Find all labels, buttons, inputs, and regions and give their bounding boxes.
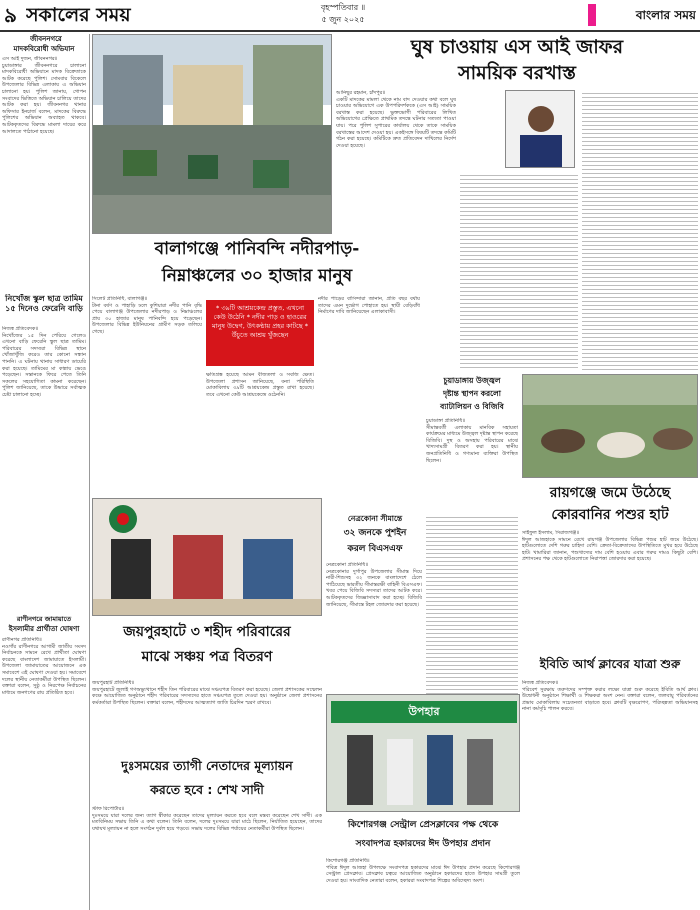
netrokona-body: নেত্রকোনা প্রতিনিধি॥ নেত্রকোনার দুর্গাপুর উপজেলার সীমান্ত দিয়ে নারী-শিশুসহ ৩২ জনকে বাংলাদেশে ঠেলে পাঠিয়েছে ভারতীয় সীমান্তরক্ষী বাহিনী বিএসএফ। খবর পেয়ে বিজিবি সদস্যরা তাদের আটক করে। আটককৃতদের জিজ্ঞাসাবাদ করা হচ্ছে। বিজিবি জানিয়েছে, সীমান্তে টহল জোরদার করা হয়েছে। xyxy=(326,562,422,608)
paper-name: সকালের সময় xyxy=(26,4,131,26)
ibiti-headline: ইবিতি আর্থ ক্লাবের যাত্রা শুরু xyxy=(539,657,681,671)
title-line: নেত্রকোনা সীমান্তে xyxy=(347,514,403,523)
headline-line: নিম্নাঞ্চলের ৩০ হাজার মানুষ xyxy=(161,266,353,286)
title-line: করল বিএসএফ xyxy=(347,544,403,554)
ibiti-body: নিজস্ব প্রতিবেদক॥ পরিবেশ সুরক্ষায় তরুণদের সম্পৃক্ত করার লক্ষ্যে যাত্রা শুরু করেছে ইবিতি আর্থ ক্লাব। উদ্বোধনী অনুষ্ঠানে শিক্ষার্থী ও শিক্ষকরা অংশ নেন। বক্তারা বলেন, জলবায়ু পরিবর্তনের প্রভাব মোকাবিলায় সচেতনতা বাড়াতে হবে। ক্লাবটি বৃক্ষরোপণ, পরিচ্ছন্নতা অভিযানসহ নানা কর্মসূচি পালন করবে। xyxy=(522,680,698,713)
date-full: ৫ জুন ২০২৫ xyxy=(321,15,365,24)
masthead xyxy=(0,0,700,30)
cattle-headline xyxy=(522,482,698,528)
issue-date xyxy=(268,2,418,28)
chuadanga-body: চুয়াডাঙ্গা প্রতিনিধি॥ সীমান্তবর্তী এলাকায় মানবিক সহায়তা কার্যক্রমের মাধ্যমে উজ্জ্বল দৃষ্টান্ত স্থাপন করেছে বিজিবি। দুস্থ ও অসহায় পরিবারের মাঝে খাদ্যসামগ্রী বিতরণ করা হয়। স্থানীয় জনপ্রতিনিধি ও গণ্যমান্য ব্যক্তিরা উপস্থিত ছিলেন। xyxy=(426,418,518,464)
title-line: ব্যাটালিয়ন ও বিজিবি xyxy=(440,402,504,411)
flood-headline xyxy=(92,236,422,290)
story-body: এস আই দুজন, জীবননগর॥ চুয়াডাঙ্গার জীবননগরে চালানো মাদকবিরোধী অভিযানে মাদক বিক্রেতাকে আটক করেছে পুলিশ। সোমবার বিকেলে উপজেলার বিভিন্ন এলাকায় এ অভিযান চালানো হয়। পুলিশ জানায়, গোপন সংবাদের ভিত্তিতে অভিযান চালিয়ে তাদের আটক করা হয়। জীবননগর থানার অফিসার ইনচার্জ বলেন, মাদকের বিরুদ্ধে পুলিশের অভিযান অব্যাহত থাকবে। আটককৃতদের বিরুদ্ধে মামলা দায়ের করে আদালতে পাঠানো হয়েছে। xyxy=(2,56,86,135)
headline-line: সাময়িক বরখাস্ত xyxy=(458,62,576,84)
kishoreganj-photo xyxy=(326,694,520,812)
section-name: বাংলার সময় xyxy=(635,8,696,22)
story-title: মাদকবিরোধী অভিযান xyxy=(13,45,75,53)
bribe-body-col3 xyxy=(582,90,698,370)
story-kicker: রাণীনগরে জামায়াতে xyxy=(16,615,72,623)
chuadanga-title xyxy=(426,374,518,414)
flood-photo xyxy=(92,34,332,234)
page-number: ৯ xyxy=(4,3,17,27)
story-body: রাণীনগর প্রতিনিধি॥ নওগাঁর রাণীনগরে আগামী জাতীয় সংসদ নির্বাচনকে সামনে রেখে প্রার্থীতা ঘোষণা করেছে বাংলাদেশ জামায়াতে ইসলামী। উপজেলা জামায়াতের আয়োজনে এক সমাবেশে এই ঘোষণা দেওয়া হয়। সমাবেশে দলের স্থানীয় নেতাকর্মীরা উপস্থিত ছিলেন। বক্তারা বলেন, সুষ্ঠু ও নিরপেক্ষ নির্বাচনের মাধ্যমে জনগণের রায় প্রতিষ্ঠিত হবে। xyxy=(2,637,86,696)
cattle-body: সাইফুল ইসলাম, সিরাজগঞ্জ॥ ঈদুল আজহাকে সামনে রেখে রায়গঞ্জ উপজেলার বিভিন্ন পশুর হাট জমে উঠেছে। হাটগুলোতে দেশি গরুর চাহিদা বেশি। ক্রেতা-বিক্রেতাদের উপস্থিতিতে মুখর হয়ে উঠেছে হাট। খামারিরা জানান, পশুখাদ্যের দাম বেশি হওয়ায় এবার গরুর দামও কিছুটা বেশি। প্রশাসনের পক্ষ থেকে হাটগুলোতে নিরাপত্তা জোরদার করা হয়েছে। xyxy=(522,530,698,563)
joypurhat-headline xyxy=(92,620,322,676)
flood-pullquote: * ৩৯টি আশ্রয়কেন্দ্র প্রস্তুত, এখনো কেউ উঠেনি * নদীর পাড় ও হাওরের মানুষ উদ্বেগ, উৎকণ্ঠায় প্রহর কাটছে * উঁচুতে আশ্রয় খুঁজছেন xyxy=(206,300,314,366)
headline-line: সংবাদপত্র হকারদের ঈদ উপহার প্রদান xyxy=(355,839,491,849)
headline-line: করতে হবে : শেখ সাদী xyxy=(150,782,264,797)
story-title: ইসলামীর প্রার্থীতা ঘোষণা xyxy=(8,625,80,633)
durdin-headline xyxy=(92,754,322,804)
banner-text: উপহার xyxy=(408,705,440,718)
netrokona-title xyxy=(326,512,424,558)
bribe-body-col1: আনিছুর রহমান, চাঁদপুর॥ একটি মাদকের মামলা থেকে নাম বাদ দেওয়ার কথা বলে ঘুষ চাওয়ার অভিযোগে এক উপপরিদর্শককে (এস আই) সাময়িক বরখাস্ত করা হয়েছে। ভুক্তভোগী পরিবারের লিখিত অভিযোগের প্রেক্ষিতে প্রাথমিক তদন্তে ঘটনার সত্যতা পাওয়া যায়। পরে পুলিশ সুপারের কার্যালয় থেকে তাকে সাময়িক বরখাস্তের আদেশ দেওয়া হয়। একইসঙ্গে বিষয়টি তদন্তে কমিটি গঠন করা হয়েছে। কমিটিকে দ্রুত প্রতিবেদন দাখিলের নির্দেশ দেওয়া হয়েছে। xyxy=(336,90,456,149)
title-line: ৩২ জনকে পুশইন xyxy=(343,528,407,538)
left-column xyxy=(0,34,88,910)
kishoreganj-body: কিশোরগঞ্জ প্রতিনিধি॥ পবিত্র ঈদুল আজহা উপলক্ষে সংবাদপত্র হকারদের মাঝে ঈদ উপহার প্রদান করেছে কিশোরগঞ্জ সেন্ট্রাল প্রেসক্লাব। প্রেসক্লাব চত্বরে আয়োজিত অনুষ্ঠানে হকারদের হাতে উপহার সামগ্রী তুলে দেওয়া হয়। সাংবাদিক নেতারা বলেন, হকাররা সংবাদপত্র শিল্পের অবিচ্ছেদ্য অংশ। xyxy=(326,858,520,884)
masthead-rule xyxy=(0,30,700,32)
durdin-body: স্টাফ রিপোর্টার॥ দুঃসময়ে যারা দলের জন্য ত্যাগ স্বীকার করেছেন তাদের মূল্যায়ন করতে হবে বলে মন্তব্য করেছেন শেখ সাদী। এক মতবিনিময় সভায় তিনি এ কথা বলেন। তিনি বলেন, দলের দুঃসময়ে যারা মাঠে ছিলেন, নির্যাতিত হয়েছেন, তাদের যথাযথ মূল্যায়ন না হলে সংগঠন দুর্বল হয়ে পড়বে। সভায় দলের বিভিন্ন পর্যায়ের নেতাকর্মীরা উপস্থিত ছিলেন। xyxy=(92,806,322,832)
kishoreganj-headline xyxy=(326,816,520,856)
headline-line: বালাগঞ্জে পানিবন্দি নদীরপাড়- xyxy=(154,239,360,259)
headline-line: ঘুষ চাওয়ায় এস আই জাফর xyxy=(410,36,624,58)
date-weekday: বৃহস্পতিবার ॥ xyxy=(320,3,366,12)
flood-body-col3: নদীর পাড়ের বাসিন্দারা জানান, প্রতি বছর বর্ষায় তাদের এমন দুর্ভোগ পোহাতে হয়। স্থায়ী বেড়িবাঁধ নির্মাণের দাবি জানিয়েছেন এলাকাবাসী। xyxy=(318,296,420,316)
joypurhat-photo xyxy=(92,498,322,616)
title-line: চুয়াডাঙ্গায় উজ্জ্বল xyxy=(443,376,501,385)
bribe-body-col2 xyxy=(460,172,578,370)
headline-line: রায়গঞ্জে জমে উঠেছে xyxy=(549,485,671,501)
story-kicker: জীবননগরে xyxy=(30,35,62,43)
chuadanga-body-cont xyxy=(426,514,518,694)
headline-line: মাঝে সঞ্চয় পত্র বিতরণ xyxy=(141,649,273,665)
flood-body-col2: ক্ষতিগ্রস্ত হয়েছে আমন বীজতলা ও সবজি ক্ষেত। উপজেলা প্রশাসন জানিয়েছে, বন্যা পরিস্থিতি মোকাবিলায় ৩৯টি আশ্রয়কেন্দ্র প্রস্তুত রাখা হয়েছে। তবে এখনো কেউ আশ্রয়কেন্দ্রে ওঠেননি। xyxy=(206,372,314,398)
story-title: নিখোঁজ স্কুল ছাত্র তামিম ১৫ দিনেও ফেরেনি বাড়ি xyxy=(5,294,83,313)
headline-line: কিশোরগঞ্জ সেন্ট্রাল প্রেসক্লাবের পক্ষ থেকে xyxy=(347,820,499,830)
story-body: নিজস্ব প্রতিবেদক॥ নিখোঁজের ১৫ দিন পেরিয়ে গেলেও এখনো বাড়ি ফেরেনি স্কুল ছাত্র তামিম। পরিবারের সদস্যরা বিভিন্ন স্থানে খোঁজাখুঁজি করেও তার কোনো সন্ধান পাননি। এ ঘটনায় থানায় সাধারণ ডায়েরি করা হয়েছে। তামিমের মা কান্নায় ভেঙে পড়েছেন। সন্তানকে ফিরে পেতে তিনি সকলের সহযোগিতা কামনা করেছেন। পুলিশ জানিয়েছে, তাকে উদ্ধারে সর্বাত্মক চেষ্টা চালানো হচ্ছে। xyxy=(2,326,86,398)
bribe-headline xyxy=(336,34,698,86)
cattle-market-photo xyxy=(522,374,698,478)
headline-line: দুঃসময়ের ত্যাগী নেতাদের মূল্যায়ন xyxy=(121,758,293,773)
joypurhat-body: জয়পুরহাট প্রতিনিধি॥ জয়পুরহাটে জুলাই গণঅভ্যুত্থানে শহীদ তিন পরিবারের মাঝে সঞ্চয়পত্র বিতরণ করা হয়েছে। জেলা প্রশাসকের সম্মেলন কক্ষে আয়োজিত অনুষ্ঠানে শহীদ পরিবারের সদস্যদের হাতে সঞ্চয়পত্র তুলে দেওয়া হয়। অনুষ্ঠানে জেলা প্রশাসনের কর্মকর্তারা উপস্থিত ছিলেন। বক্তারা বলেন, শহীদদের আত্মত্যাগ জাতি চিরদিন স্মরণ রাখবে। xyxy=(92,680,322,706)
headline-line: জয়পুরহাটে ৩ শহীদ পরিবারের xyxy=(123,624,291,640)
officer-photo xyxy=(505,90,575,168)
flood-body-col1: সিলেট প্রতিনিধি, বালাগঞ্জ॥ টানা বর্ষণ ও পাহাড়ি ঢলে কুশিয়ারা নদীর পানি বৃদ্ধি পেয়ে বালাগঞ্জ উপজেলার নদীরপাড় ও নিম্নাঞ্চলের প্রায় ৩০ হাজার মানুষ পানিবন্দি হয়ে পড়েছেন। উপজেলার বিভিন্ন ইউনিয়নের গ্রামীণ সড়ক তলিয়ে গেছে। xyxy=(92,296,202,335)
title-line: দৃষ্টান্ত স্থাপন করলো xyxy=(443,389,501,398)
column-divider xyxy=(89,34,90,910)
headline-line: কোরবানির পশুর হাট xyxy=(551,507,669,523)
ornament-icon xyxy=(588,4,596,26)
